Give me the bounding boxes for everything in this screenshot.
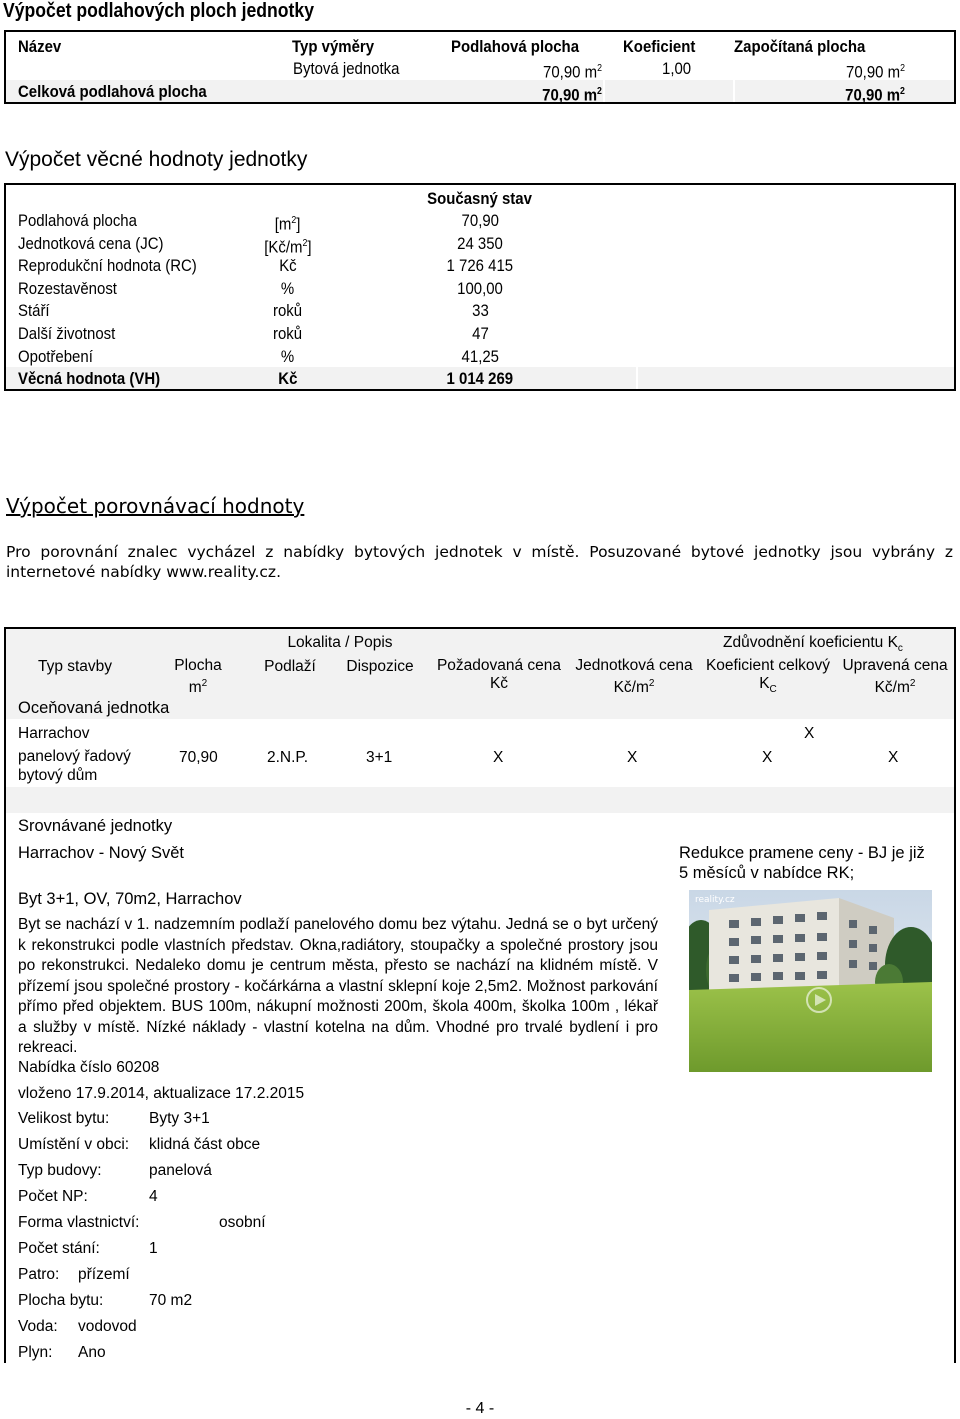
reduction-note: Redukce pramene ceny - BJ je již 5 měsíců v nabídce RK; [679, 844, 925, 882]
subject-floor: 2.N.P. [267, 749, 309, 766]
detail-key: Plocha bytu: [18, 1292, 104, 1309]
page-number: - 4 - [465, 1400, 495, 1417]
row-floor-area: 70,90 $m^2$ [543, 62, 602, 82]
detail-value: přízemí [78, 1266, 130, 1283]
material-value-total-unit: Kč [278, 369, 298, 388]
comparison-subject-band [6, 787, 954, 813]
detail-value: 1 [149, 1240, 158, 1257]
current-state-header: Současný stav [427, 189, 533, 208]
value-row-value: 1 726 415 [446, 256, 514, 275]
subject-x-mark: X [804, 725, 815, 742]
detail-key: Počet stání: [18, 1240, 100, 1257]
detail-key: Velikost bytu: [18, 1110, 110, 1127]
value-row-value: 100,00 [457, 279, 503, 298]
detail-value: 4 [149, 1188, 158, 1205]
subject-price: X [493, 749, 504, 766]
building-photo [689, 890, 932, 1072]
detail-key: Patro: [18, 1266, 60, 1283]
header-floor-area: Podlahová plocha [451, 37, 580, 56]
value-row-unit: % [281, 347, 295, 366]
value-row-label: Rozestavěnost [18, 279, 117, 298]
col-total-coefficient: Koeficient celkový $K_C$ [705, 657, 831, 696]
col-adjusted-price: Upravená cena $Kč/m^2$ [842, 657, 948, 697]
value-row-unit: roků [273, 324, 303, 343]
col-floor: Podlaží [264, 658, 316, 675]
subject-adjusted-price: X [888, 749, 899, 766]
compared-units-heading: Srovnávané jednotky [18, 817, 173, 835]
compared-location: Harrachov - Nový Svět [18, 844, 184, 862]
value-row-label: Reprodukční hodnota (RC) [18, 256, 197, 275]
header-counted-area: Započítaná plocha [734, 37, 866, 56]
value-row-label: Jednotková cena (JC) [18, 234, 164, 253]
value-row-unit: % [281, 279, 295, 298]
row-counted-area: 70,90 $m^2$ [846, 62, 905, 82]
subject-unit-heading: Oceňovaná jednotka [18, 699, 170, 717]
value-row-value: 33 [471, 301, 489, 320]
detail-key: Voda: [18, 1318, 58, 1335]
value-row-unit: roků [273, 301, 303, 320]
header-measure-type: Typ výměry [292, 37, 375, 56]
subject-building-type: panelový řadový bytový dům [18, 748, 131, 784]
material-value-total-label: Věcná hodnota (VH) [18, 369, 161, 388]
detail-key: Typ budovy: [18, 1162, 102, 1179]
detail-key: Forma vlastnictví: [18, 1214, 140, 1231]
offer-number: Nabídka číslo 60208 [18, 1059, 160, 1076]
value-row-value: 41,25 [461, 347, 499, 366]
col-asking-price: Požadovaná cena Kč [436, 657, 562, 692]
value-row-value: 70,90 [461, 211, 499, 230]
value-row-label: Opotřebení [18, 347, 93, 366]
value-row-label: Stáří [18, 301, 50, 320]
detail-value: 70 m2 [149, 1292, 193, 1309]
photo-watermark: reality.cz [695, 895, 735, 905]
header-name: Název [18, 37, 62, 56]
section-title-floor-areas: Výpočet podlahových ploch jednotky [3, 0, 314, 22]
value-row-unit: $[m^2]$ [275, 214, 301, 234]
group-location-header: Lokalita / Popis [287, 634, 393, 651]
detail-value: panelová [149, 1162, 212, 1179]
offer-title: Byt 3+1, OV, 70m2, Harrachov [18, 890, 242, 908]
detail-value: Ano [78, 1344, 106, 1361]
offer-dates: vloženo 17.9.2014, aktualizace 17.2.2015 [18, 1085, 305, 1102]
value-row-unit: $[Kč/m^2]$ [264, 237, 312, 257]
subject-location: Harrachov [18, 725, 90, 742]
value-row-value: 47 [471, 324, 489, 343]
section-title-comparison: Výpočet porovnávací hodnoty [6, 494, 305, 518]
row-coefficient: 1,00 [662, 59, 692, 78]
value-row-unit: Kč [279, 256, 297, 275]
col-layout: Dispozice [346, 658, 414, 675]
section-title-material-value: Výpočet věcné hodnoty jednotky [5, 148, 308, 171]
col-unit-price: Jednotková cena $Kč/m^2$ [575, 657, 693, 697]
comparison-intro: Pro porovnání znalec vycházel z nabídky bytových jednotek v místě. Posuzované bytové jednotky jsou vybrány z internetové nabídky www.reality.cz. [6, 543, 953, 581]
offer-description: Byt se nachází v 1. nadzemním podlaží panelového domu bez výtahu. Jedná se o byt určený k rekonstrukci podle vlastních představ. Okna,radiátory, stoupačky a společné prostory jsou po rekonstrukci. Nedaleko domu je centrum města, přesto se nachází na klidném místě. V přízemí jsou společné prostory - kočárkárna a vlastní sklepní koje 2,5m2. Možnost parkování přímo před objektem. BUS 100m, nákupní možnosti 200m, škola 400m, školka 100m , lékař a služby v místě. Nízké náklady - vlastní kotelna na dům. Vhodné pro trvalé bydlení i pro rekreaci. [18, 916, 658, 1056]
detail-value: Byty 3+1 [149, 1110, 210, 1127]
detail-key: Plyn: [18, 1344, 53, 1361]
detail-key: Počet NP: [18, 1188, 88, 1205]
detail-value: osobní [219, 1214, 266, 1231]
total-floor-area: 70,90 $m^2$ [542, 85, 602, 105]
detail-value: vodovod [78, 1318, 137, 1335]
group-coefficient-header: Zdůvodnění koeficientu $K_c$ [723, 634, 903, 655]
value-row-value: 24 350 [457, 234, 503, 253]
detail-value: klidná část obce [149, 1136, 261, 1153]
total-label: Celková podlahová plocha [18, 82, 207, 101]
row-measure-type: Bytová jednotka [293, 59, 400, 78]
header-coefficient: Koeficient [623, 37, 696, 56]
col-building-type: Typ stavby [37, 658, 113, 675]
value-row-label: Další životnost [18, 324, 116, 343]
subject-unit-price: X [627, 749, 638, 766]
subject-area: 70,90 [179, 749, 218, 766]
total-counted-area: 70,90 $m^2$ [845, 85, 905, 105]
subject-layout: 3+1 [366, 749, 393, 766]
col-area: Plocha $m^2$ [174, 657, 222, 697]
material-value-total-value: 1 014 269 [446, 369, 514, 388]
subject-total-coefficient: X [762, 749, 773, 766]
value-row-label: Podlahová plocha [18, 211, 137, 230]
detail-key: Umístění v obci: [18, 1136, 130, 1153]
